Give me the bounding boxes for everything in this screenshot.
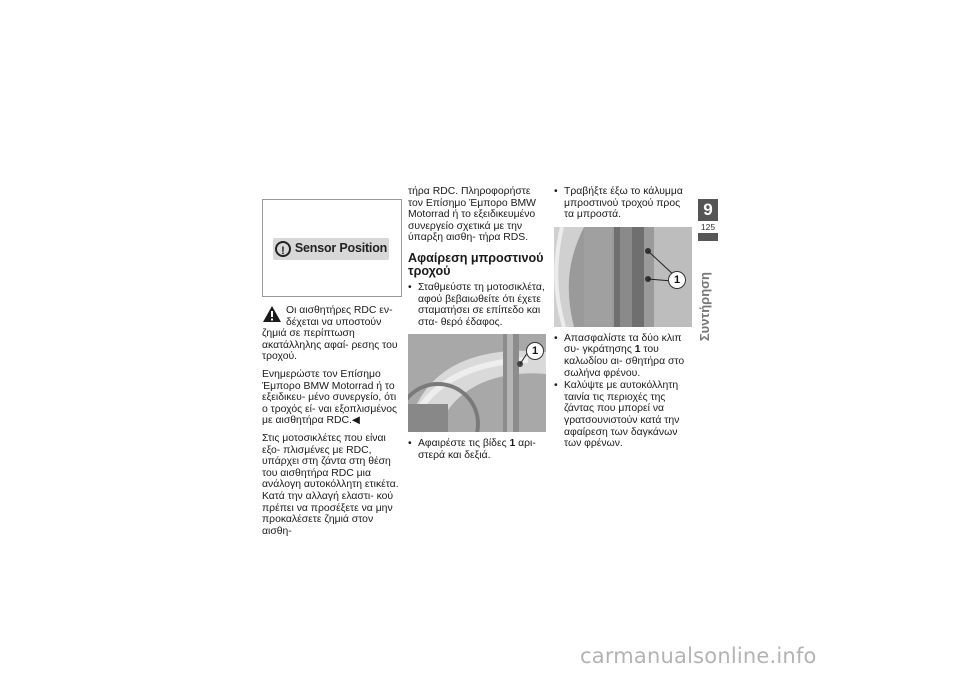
list-item — [554, 333, 692, 379]
fork-photo — [554, 227, 692, 327]
warning-text: Οι αισθητήρες RDC εν- δέχεται να υποστούν ζημιά σε περίπτωση ακατάλληλης αφαί- ρεσης του τροχού. — [262, 305, 398, 363]
fender-photo — [408, 334, 546, 432]
warning-triangle-icon — [262, 305, 282, 323]
list-item: • Καλύψτε με αυτοκόλλητη ταινία τις περιοχές της ζάντας που μπορεί να γρατσουνιστούν κατά την αφαίρεση των δαγκάνων των φρένων. — [554, 380, 692, 450]
column-3 — [554, 186, 692, 456]
reference-number: 1 — [509, 438, 516, 450]
bullet-list — [408, 282, 546, 328]
bullet-list — [554, 186, 692, 221]
bullet-list — [554, 333, 692, 450]
warning-paragraph — [262, 305, 402, 363]
list-item: • Τραβήξτε έξω το κάλυμμα μπροστινού τροχού προς τα μπροστά. — [554, 186, 692, 221]
sensor-position-label: Sensor Position — [294, 241, 388, 256]
list-text: αρι- στερά και δεξιά. — [418, 438, 536, 461]
callout-1: 1 — [668, 271, 686, 289]
list-item — [408, 438, 546, 461]
info-paragraph: Ενημερώστε τον Επίσημο Έμπορο BMW Motorrad ή το εξειδικευ- μένο συνεργείο, ότι ο τροχός εί- ναι εξοπλισμένος με αισθητήρα RDC.◀ — [262, 368, 398, 427]
callout-1: 1 — [526, 342, 544, 360]
chapter-number: 9 — [703, 200, 713, 219]
list-text: Αφαιρέστε τις βίδες — [418, 438, 510, 450]
chapter-tab — [698, 199, 718, 241]
body-paragraph: Στις μοτοσικλέτες που είναι εξο- πλισμένες με RDC, υπάρχει στη ζάντα στη θέση του αισθητήρα RDC μια ανάλογη αυτοκόλλητη ετικέτα. Κατά την αλλαγή ελαστι- κού πρέπει να προσέξετε να μην προκαλέσετε ζημιά στον αισθη- — [262, 432, 399, 537]
page-number: 125 — [697, 221, 719, 233]
sensor-position-figure — [262, 199, 402, 297]
continued-paragraph: τήρα RDC. Πληροφορήστε τον Επίσημο Έμπορο BMW Motorrad ή το εξειδικευμένο συνεργείο σχετικά με την ύπαρξη αισθη- τήρα RDS. — [408, 186, 536, 244]
section-heading: Αφαίρεση μπροστινού τροχού — [408, 250, 544, 278]
list-text: του καλωδίου αι- σθητήρα στο σωλήνα φρένου. — [564, 344, 685, 379]
exclamation-icon: ! — [275, 241, 291, 257]
section-label — [697, 272, 719, 352]
column-1 — [262, 199, 402, 543]
column-2 — [408, 186, 546, 468]
bullet-list — [408, 438, 546, 461]
watermark: carmanualsonline.info — [580, 644, 817, 668]
reference-number: 1 — [634, 344, 641, 356]
lcd-display — [273, 238, 389, 260]
list-item: • Σταθμεύστε τη μοτοσικλέτα, αφού βεβαιωθείτε ότι έχετε σταματήσει σε επίπεδο και στα- θερό έδαφος. — [408, 282, 546, 328]
section-title: Συντήρηση — [697, 272, 712, 342]
list-text: Απασφαλίστε τα δύο κλιπ συ- γκράτησης — [564, 332, 682, 356]
